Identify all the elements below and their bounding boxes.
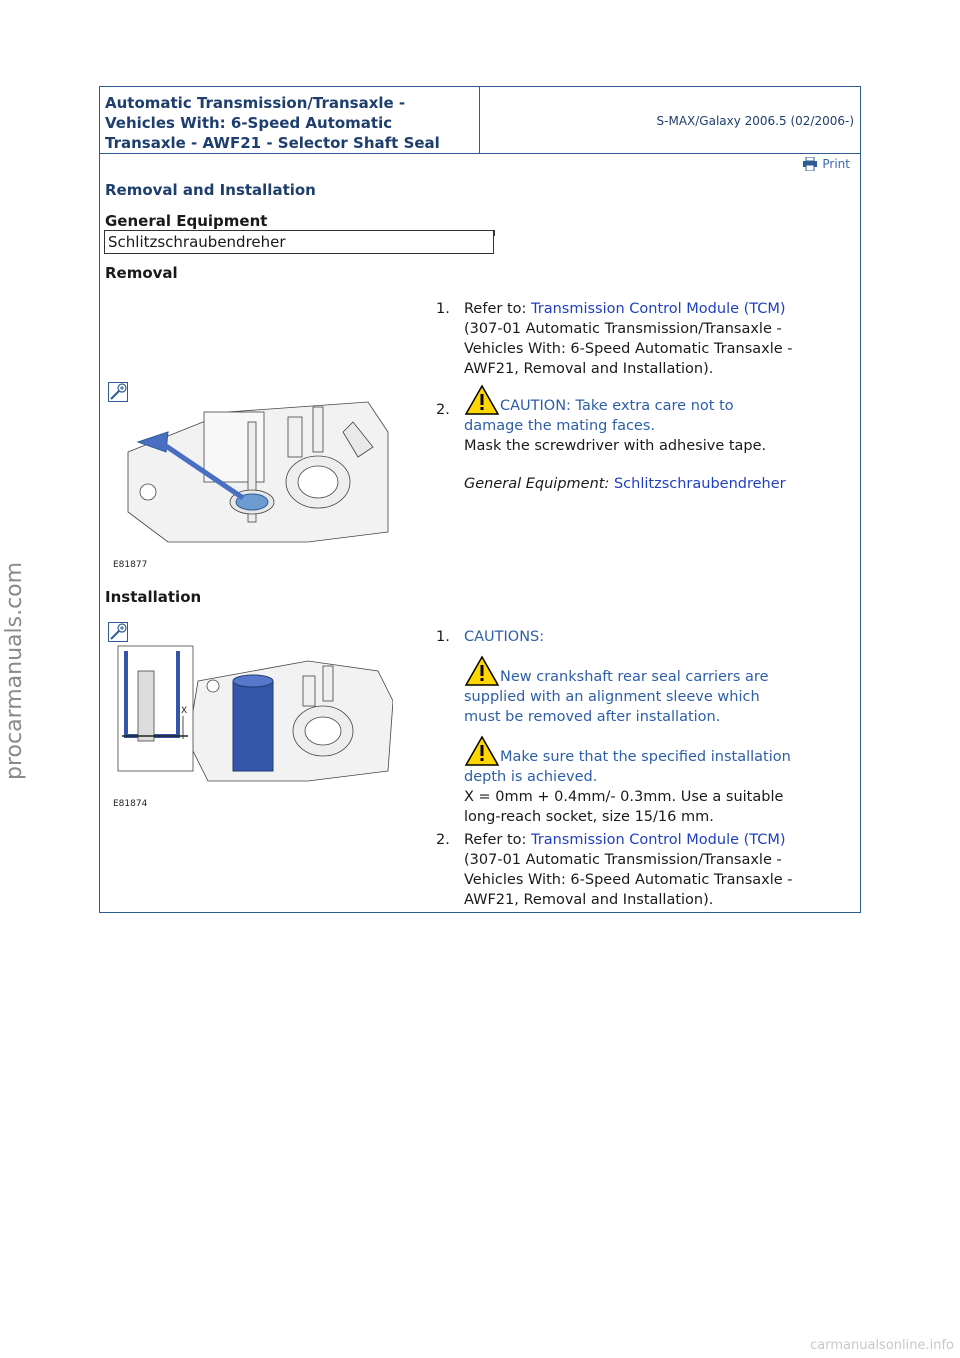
equipment-item: Schlitzschraubendreher <box>104 230 494 254</box>
model-label: S-MAX/Galaxy 2006.5 (02/2006-) <box>656 114 854 128</box>
caution-text <box>464 384 836 416</box>
equipment-link[interactable]: Schlitzschraubendreher <box>613 476 786 492</box>
step-text-line: AWF21, Removal and Installation). <box>464 361 714 377</box>
step-number: 1. <box>436 629 450 645</box>
refer-prefix: Refer to: <box>464 832 531 848</box>
header-row <box>100 87 860 154</box>
step-body <box>464 299 836 379</box>
document-frame <box>99 86 861 913</box>
step-number: 2. <box>436 402 450 418</box>
title-line: Vehicles With: 6-Speed Automatic <box>105 114 393 132</box>
caution-line: Make sure that the specified installation <box>500 749 791 765</box>
step-text-line: (307-01 Automatic Transmission/Transaxle - <box>464 852 782 868</box>
step-text-line: (307-01 Automatic Transmission/Transaxle - <box>464 321 782 337</box>
step-body <box>464 384 836 494</box>
caution-line: damage the mating faces. <box>464 418 656 434</box>
caution-line: supplied with an alignment sleeve which <box>464 689 760 705</box>
document-title <box>105 93 475 153</box>
caution-line: must be removed after installation. <box>464 709 721 725</box>
tcm-link[interactable]: Transmission Control Module (TCM) <box>531 301 786 317</box>
title-line: Transaxle - AWF21 - Selector Shaft Seal <box>105 134 440 152</box>
warning-icon <box>464 384 500 416</box>
refer-prefix: Refer to: <box>464 301 531 317</box>
figure-label: E81874 <box>113 799 148 809</box>
step-text: Mask the screwdriver with adhesive tape. <box>464 438 767 454</box>
cautions-title: CAUTIONS: <box>464 629 545 645</box>
step-number: 2. <box>436 832 450 848</box>
step-text-line: Vehicles With: 6-Speed Automatic Transaxle - <box>464 341 793 357</box>
step-text-line: long-reach socket, size 15/16 mm. <box>464 809 714 825</box>
tcm-link[interactable]: Transmission Control Module (TCM) <box>531 832 786 848</box>
caution-line: depth is achieved. <box>464 769 598 785</box>
step-body <box>464 627 836 827</box>
step-text-line: X = 0mm + 0.4mm/- 0.3mm. Use a suitable <box>464 789 784 805</box>
watermark-left: procarmanuals.com <box>2 561 27 780</box>
general-equipment-heading: General Equipment <box>105 212 268 230</box>
zoom-icon[interactable] <box>108 622 128 642</box>
caution-line: CAUTION: Take extra care not to <box>500 398 734 414</box>
watermark-bottom: carmanualsonline.info <box>810 1338 954 1353</box>
caution-text <box>464 655 836 687</box>
figure-label: E81877 <box>113 560 148 570</box>
print-label: Print <box>822 157 850 171</box>
caution-line: New crankshaft rear seal carriers are <box>500 669 769 685</box>
step-body <box>464 830 836 910</box>
print-button[interactable] <box>802 157 850 171</box>
caution-text <box>464 735 836 767</box>
removal-figure <box>108 392 393 572</box>
title-line: Automatic Transmission/Transaxle - <box>105 94 406 112</box>
x-dimension-label: X <box>181 706 188 716</box>
page-heading: Removal and Installation <box>105 181 316 199</box>
equipment-box-tick <box>494 230 495 236</box>
installation-figure <box>108 641 393 811</box>
header-divider <box>479 87 480 153</box>
warning-icon <box>464 735 500 767</box>
step-text-line: AWF21, Removal and Installation). <box>464 892 714 908</box>
step-text-line: Vehicles With: 6-Speed Automatic Transaxle - <box>464 872 793 888</box>
equipment-prefix: General Equipment: <box>464 476 614 492</box>
warning-icon <box>464 655 500 687</box>
printer-icon <box>802 157 818 171</box>
removal-heading: Removal <box>105 264 178 282</box>
installation-heading: Installation <box>105 588 202 606</box>
step-number: 1. <box>436 301 450 317</box>
